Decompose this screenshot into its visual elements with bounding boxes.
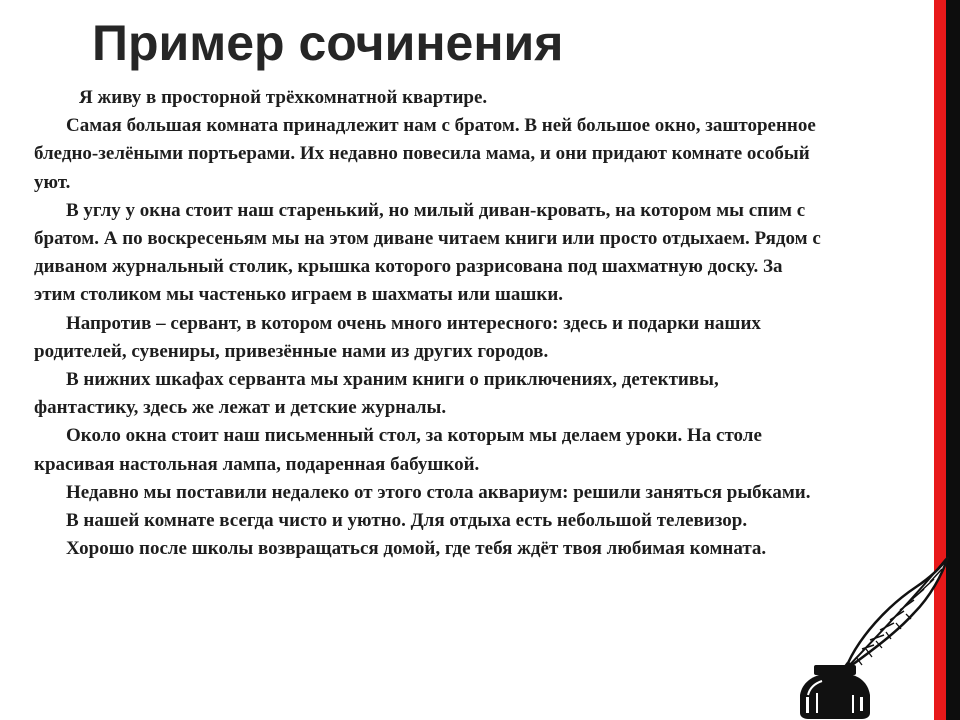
essay-paragraph: Около окна стоит наш письменный стол, за которым мы делаем уроки. На столе красивая настольная лампа, подаренная бабушкой. — [34, 425, 762, 475]
essay-paragraph: Самая большая комната принадлежит нам с братом. В ней большое окно, зашторенное бледно-зелёными портьерами. Их недавно повесила мама, и они придают комнате особый уют. — [34, 115, 816, 193]
essay-paragraph: Хорошо после школы возвращаться домой, где тебя ждёт твоя любимая комната. — [66, 538, 767, 560]
essay-body — [34, 84, 824, 563]
essay-paragraph: Я живу в просторной трёхкомнатной квартире. — [79, 87, 488, 108]
quill-and-inkwell-icon — [790, 545, 950, 720]
essay-paragraph: Напротив – сервант, в котором очень много интересного: здесь и подарки наших родителей, сувениры, привезённые нами из других городов. — [34, 312, 761, 362]
essay-paragraph: Недавно мы поставили недалеко от этого стола аквариум: решили заняться рыбками. — [66, 481, 811, 503]
essay-paragraph: В нашей комнате всегда чисто и уютно. Для отдыха есть небольшой телевизор. — [66, 510, 748, 532]
essay-paragraph: В нижних шкафах серванта мы храним книги о приключениях, детективы, фантастику, здесь же лежат и детские журналы. — [34, 369, 719, 419]
slide-title: Пример сочинения — [92, 15, 564, 71]
essay-paragraph: В углу у окна стоит наш старенький, но милый диван-кровать, на котором мы спим с братом. А по воскресеньям мы на этом диване читаем книги или просто отдыхаем. Рядом с диваном журнальный столик, крышка которого разрисована под шахматную доску. За этим столиком мы частенько играем в шахматы или шашки. — [34, 199, 821, 306]
